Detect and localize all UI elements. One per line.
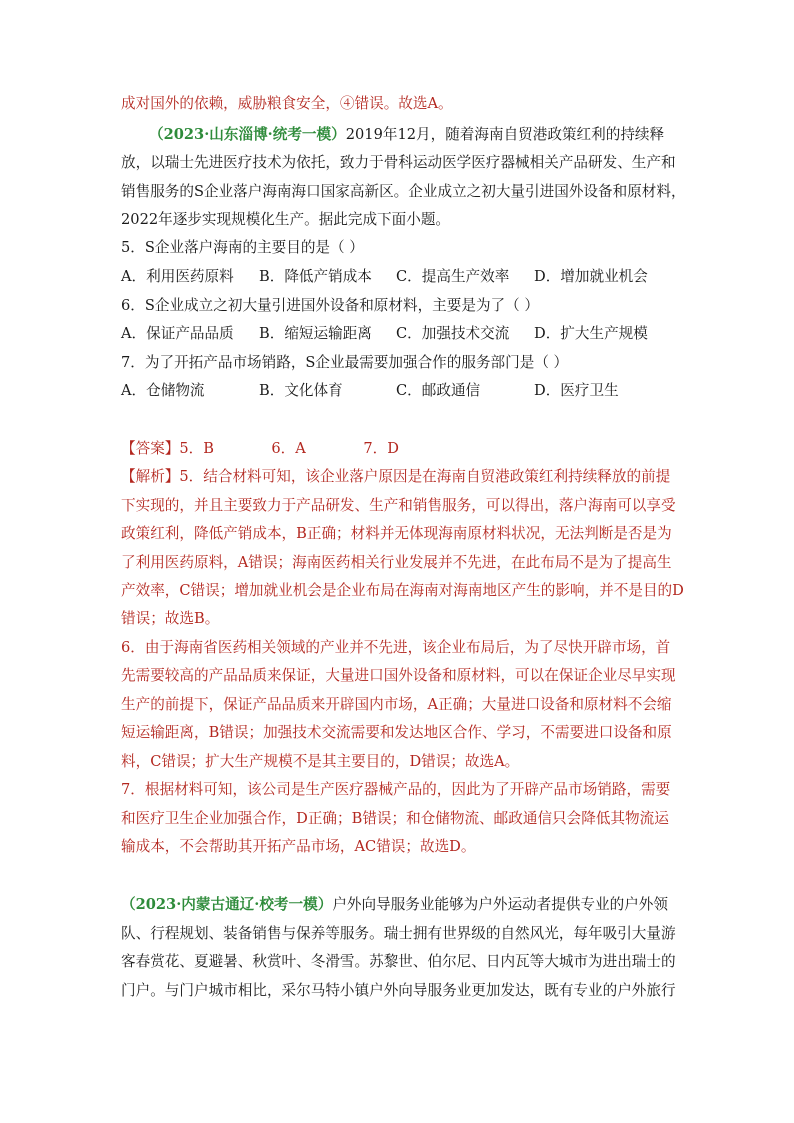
answer-line xyxy=(121,439,399,459)
block1-stem-line-4: 2022年逐步实现规模化生产。据此完成下面小题。 xyxy=(121,211,451,228)
block2-stem-line-2: 队、行程规划、装备销售与保养等服务。瑞士拥有世界级的自然风光，每年吸引大量游 xyxy=(121,925,676,942)
block1-stem-line-3: 销售服务的S企业落户海南海口国家高新区。企业成立之初大量引进国外设备和原材料， xyxy=(121,183,686,200)
analysis-line-12: 7．根据材料可知，该公司是生产医疗器械产品的，因此为了开辟产品市场销路，需要 xyxy=(121,781,671,798)
analysis-line-4: 了利用医药原料，A错误；海南医药相关行业发展并不先进，在此布局不是为了提高生 xyxy=(121,554,672,571)
answer-5: 5．B xyxy=(179,440,214,457)
question-5: 5．S企业落户海南的主要目的是（ ） xyxy=(121,239,364,256)
q5-option-b: B．降低产销成本 xyxy=(259,268,372,285)
analysis-line-3: 政策红利，降低产销成本，B正确；材料并无体现海南原材料状况，无法判断是否是为 xyxy=(121,525,672,542)
prev-answer-tail: 成对国外的依赖，威胁粮食安全，④错误。故选A。 xyxy=(121,95,453,112)
answer-6: 6．A xyxy=(271,440,306,457)
block1-stem-line-1 xyxy=(149,125,664,145)
q7-option-b: B．文化体育 xyxy=(259,382,343,399)
analysis-line-1 xyxy=(121,467,670,487)
block2-stem-line-4: 门户。与门户城市相比，采尔马特小镇户外向导服务业更加发达，既有专业的户外旅行 xyxy=(121,982,676,999)
q5-option-a: A．利用医药原料 xyxy=(121,268,234,285)
analysis-line-2: 下实现的，并且主要致力于产品研发、生产和销售服务，可以得出，落户海南可以享受 xyxy=(121,497,676,514)
q6-option-a: A．保证产品品质 xyxy=(121,325,234,342)
analysis-line-5: 产效率，C错误；增加就业机会是企业布局在海南对海南地区产生的影响，并不是目的D xyxy=(121,582,684,599)
block2-stem-line-1 xyxy=(121,895,668,915)
analysis-line-9: 生产的前提下，保证产品品质来开辟国内市场，A正确；大量进口设备和原材料不会缩 xyxy=(121,696,672,713)
analysis-line-13: 和医疗卫生企业加强合作，D正确；B错误；和仓储物流、邮政通信只会降低其物流运 xyxy=(121,810,669,827)
question-7: 7．为了开拓产品市场销路，S企业最需要加强合作的服务部门是（ ） xyxy=(121,354,569,371)
q6-option-d: D．扩大生产规模 xyxy=(534,325,648,342)
block1-stem-line-2: 放，以瑞士先进医疗技术为依托，致力于骨科运动医学医疗器械相关产品研发、生产和 xyxy=(121,154,676,171)
analysis-line-8: 先需要较高的产品品质来保证，大量进口国外设备和原材料，可以在保证企业尽早实现 xyxy=(121,667,676,684)
q6-option-b: B．缩短运输距离 xyxy=(259,325,372,342)
analysis-line-7: 6．由于海南省医药相关领域的产业并不先进，该企业布局后，为了尽快开辟市场，首 xyxy=(121,639,671,656)
analysis-line-11: 料，C错误；扩大生产规模不是其主要目的，D错误；故选A。 xyxy=(121,753,520,770)
q6-option-c: C．加强技术交流 xyxy=(396,325,510,342)
q7-option-a: A．仓储物流 xyxy=(121,382,205,399)
block1-source: （2023·山东淄博·统考一模） xyxy=(149,126,346,143)
analysis-text: 5．结合材料可知，该企业落户原因是在海南自贸港政策红利持续释放的前提 xyxy=(179,468,671,485)
answer-7: 7．D xyxy=(363,440,399,457)
block2-source: （2023·内蒙古通辽·校考一模） xyxy=(121,896,333,913)
analysis-label: 【解析】 xyxy=(121,468,180,485)
block1-stem-text: 2019年12月，随着海南自贸港政策红利的持续释 xyxy=(345,126,665,143)
analysis-line-10: 短运输距离，B错误；加强技术交流需要和发达地区合作、学习，不需要进口设备和原 xyxy=(121,724,672,741)
block2-stem-line-3: 客春赏花、夏避暑、秋赏叶、冬滑雪。苏黎世、伯尔尼、日内瓦等大城市为进出瑞士的 xyxy=(121,953,676,970)
q7-option-c: C．邮政通信 xyxy=(396,382,481,399)
q7-option-d: D．医疗卫生 xyxy=(534,382,619,399)
q5-option-d: D．增加就业机会 xyxy=(534,268,648,285)
analysis-line-14: 输成本，不会帮助其开拓产品市场，AC错误；故选D。 xyxy=(121,838,476,855)
answer-label: 【答案】 xyxy=(121,440,180,457)
block2-stem-text: 户外向导服务业能够为户外运动者提供专业的户外领 xyxy=(332,896,668,913)
question-6: 6．S企业成立之初大量引进国外设备和原材料，主要是为了（ ） xyxy=(121,297,539,314)
q5-option-c: C．提高生产效率 xyxy=(396,268,510,285)
analysis-line-6: 错误；故选B。 xyxy=(121,610,220,627)
